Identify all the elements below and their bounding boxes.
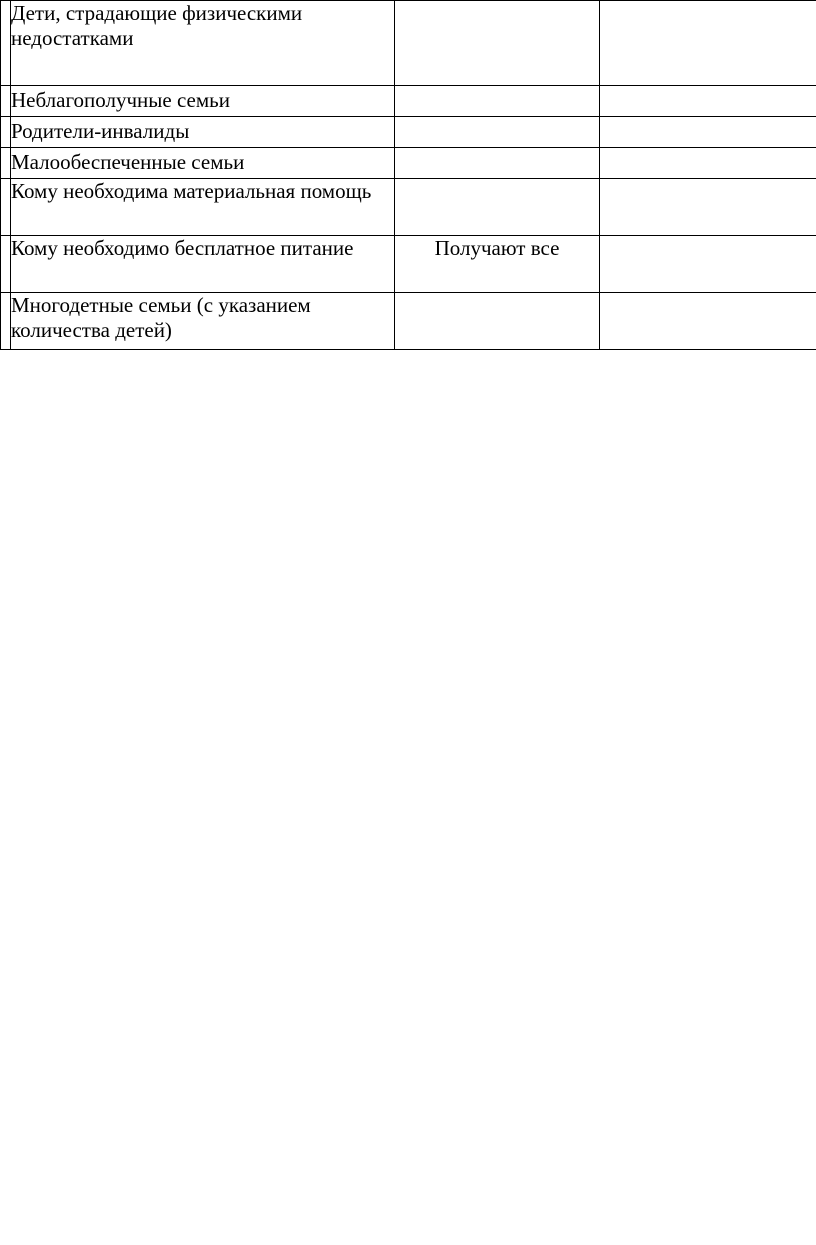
row-number-cell (1, 293, 11, 350)
row-number-cell (1, 179, 11, 236)
extra-cell (600, 86, 816, 117)
extra-cell (600, 1, 816, 86)
extra-cell (600, 148, 816, 179)
table-row (1, 293, 816, 350)
value-cell (395, 179, 600, 236)
extra-cell (600, 117, 816, 148)
value-cell (395, 117, 600, 148)
value-cell (395, 86, 600, 117)
row-number-cell (1, 117, 11, 148)
category-label: Многодетные семьи (с указанием количества детей) (11, 293, 311, 342)
category-label: Дети, страдающие физическими недостатками (11, 1, 303, 50)
table-row (1, 1, 816, 86)
row-number-cell (1, 236, 11, 293)
row-number-cell (1, 148, 11, 179)
category-cell (11, 148, 395, 179)
category-label: Родители-инвалиды (11, 119, 190, 143)
category-cell (11, 236, 395, 293)
extra-cell (600, 293, 816, 350)
value-cell (395, 1, 600, 86)
value-text: Получают все (434, 236, 560, 260)
category-label: Малообеспеченные семьи (11, 150, 245, 174)
value-cell (395, 293, 600, 350)
table-row (1, 148, 816, 179)
table-row (1, 117, 816, 148)
table-row (1, 236, 816, 293)
category-cell (11, 117, 395, 148)
category-label: Кому необходимо бесплатное питание (11, 236, 354, 260)
category-cell (11, 293, 395, 350)
category-label: Неблагополучные семьи (11, 88, 230, 112)
category-cell (11, 1, 395, 86)
value-cell (395, 148, 600, 179)
category-label: Кому необходима материальная помощь (11, 179, 372, 203)
table-row (1, 179, 816, 236)
category-table (0, 0, 816, 350)
table-row (1, 86, 816, 117)
row-number-cell (1, 1, 11, 86)
category-cell (11, 179, 395, 236)
category-cell (11, 86, 395, 117)
value-cell (395, 236, 600, 293)
extra-cell (600, 236, 816, 293)
extra-cell (600, 179, 816, 236)
row-number-cell (1, 86, 11, 117)
